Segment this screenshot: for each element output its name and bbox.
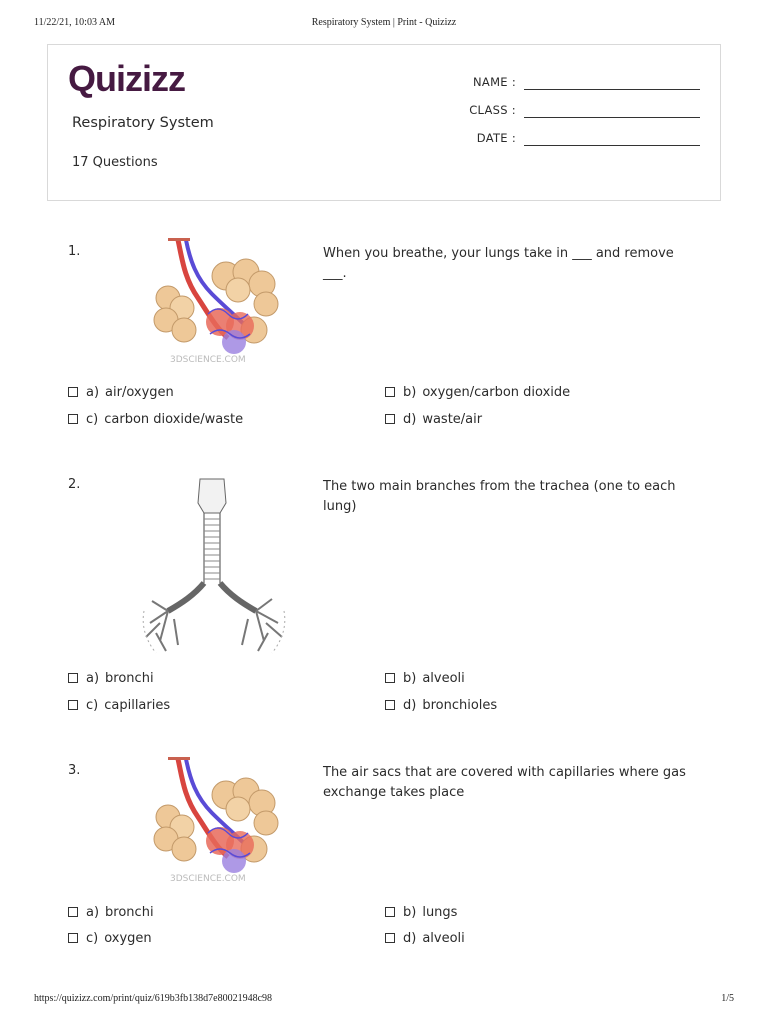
- question-text: When you breathe, your lungs take in ___ and remove ___.: [323, 246, 674, 281]
- option-text: alveoli: [422, 930, 465, 946]
- checkbox[interactable]: [68, 933, 78, 943]
- option-c[interactable]: [68, 696, 170, 714]
- option-d[interactable]: [385, 696, 497, 714]
- question-count: 17 Questions: [72, 155, 158, 170]
- date-line[interactable]: [524, 145, 700, 146]
- option-text: oxygen: [104, 930, 152, 946]
- option-text: bronchi: [105, 670, 154, 686]
- option-letter: b): [403, 670, 417, 686]
- option-a[interactable]: [68, 669, 154, 687]
- class-field[interactable]: [400, 103, 700, 123]
- date-label: DATE :: [476, 131, 516, 145]
- option-b[interactable]: [385, 903, 457, 921]
- option-letter: c): [86, 411, 99, 427]
- name-label: NAME :: [473, 75, 516, 89]
- checkbox[interactable]: [385, 933, 395, 943]
- name-line[interactable]: [524, 89, 700, 90]
- trachea-bronchi-image: [138, 473, 290, 657]
- quiz-header-card: [47, 44, 721, 201]
- option-b[interactable]: [385, 383, 570, 401]
- class-line[interactable]: [524, 117, 700, 118]
- option-letter: d): [403, 411, 417, 427]
- date-field[interactable]: [400, 131, 700, 151]
- svg-text:3DSCIENCE.COM: 3DSCIENCE.COM: [170, 355, 246, 365]
- option-text: waste/air: [422, 411, 483, 427]
- option-letter: a): [86, 670, 100, 686]
- question-text: The air sacs that are covered with capillaries where gas exchange takes place: [323, 765, 686, 800]
- option-c[interactable]: [68, 929, 152, 947]
- print-page-number: 1/5: [721, 993, 734, 1004]
- option-text: bronchioles: [422, 697, 498, 713]
- option-letter: d): [403, 697, 417, 713]
- option-text: alveoli: [422, 670, 465, 686]
- checkbox[interactable]: [385, 414, 395, 424]
- class-label: CLASS :: [469, 103, 516, 117]
- option-text: carbon dioxide/waste: [104, 411, 244, 427]
- alveoli-image: [138, 757, 290, 889]
- option-letter: d): [403, 930, 417, 946]
- print-datetime: 11/22/21, 10:03 AM: [34, 17, 116, 28]
- question-text: The two main branches from the trachea (one to each lung): [323, 479, 676, 514]
- checkbox[interactable]: [68, 907, 78, 917]
- alveoli-image: [138, 238, 290, 370]
- option-text: lungs: [422, 904, 458, 920]
- checkbox[interactable]: [385, 673, 395, 683]
- option-letter: c): [86, 697, 99, 713]
- option-text: air/oxygen: [105, 384, 174, 400]
- checkbox[interactable]: [385, 700, 395, 710]
- checkbox[interactable]: [68, 673, 78, 683]
- name-field[interactable]: [400, 75, 700, 95]
- svg-text:3DSCIENCE.COM: 3DSCIENCE.COM: [170, 874, 246, 884]
- option-a[interactable]: [68, 383, 174, 401]
- option-letter: a): [86, 384, 100, 400]
- checkbox[interactable]: [68, 387, 78, 397]
- option-text: bronchi: [105, 904, 154, 920]
- option-letter: c): [86, 930, 99, 946]
- checkbox[interactable]: [68, 700, 78, 710]
- print-url: https://quizizz.com/print/quiz/619b3fb138d7e80021948c98: [34, 993, 273, 1004]
- checkbox[interactable]: [68, 414, 78, 424]
- option-d[interactable]: [385, 410, 482, 428]
- option-a[interactable]: [68, 903, 154, 921]
- option-text: oxygen/carbon dioxide: [422, 384, 571, 400]
- option-letter: a): [86, 904, 100, 920]
- option-d[interactable]: [385, 929, 465, 947]
- quizizz-logo: [68, 61, 208, 101]
- option-text: capillaries: [104, 697, 171, 713]
- checkbox[interactable]: [385, 907, 395, 917]
- checkbox[interactable]: [385, 387, 395, 397]
- quiz-title: Respiratory System: [72, 115, 214, 131]
- question-number: 3.: [68, 763, 81, 778]
- question-number: 2.: [68, 477, 81, 492]
- option-b[interactable]: [385, 669, 465, 687]
- option-c[interactable]: [68, 410, 243, 428]
- question-number: 1.: [68, 244, 81, 259]
- option-letter: b): [403, 384, 417, 400]
- print-page-title: Respiratory System | Print - Quizizz: [311, 17, 457, 28]
- option-letter: b): [403, 904, 417, 920]
- svg-text:Quizizz: Quizizz: [68, 61, 185, 99]
